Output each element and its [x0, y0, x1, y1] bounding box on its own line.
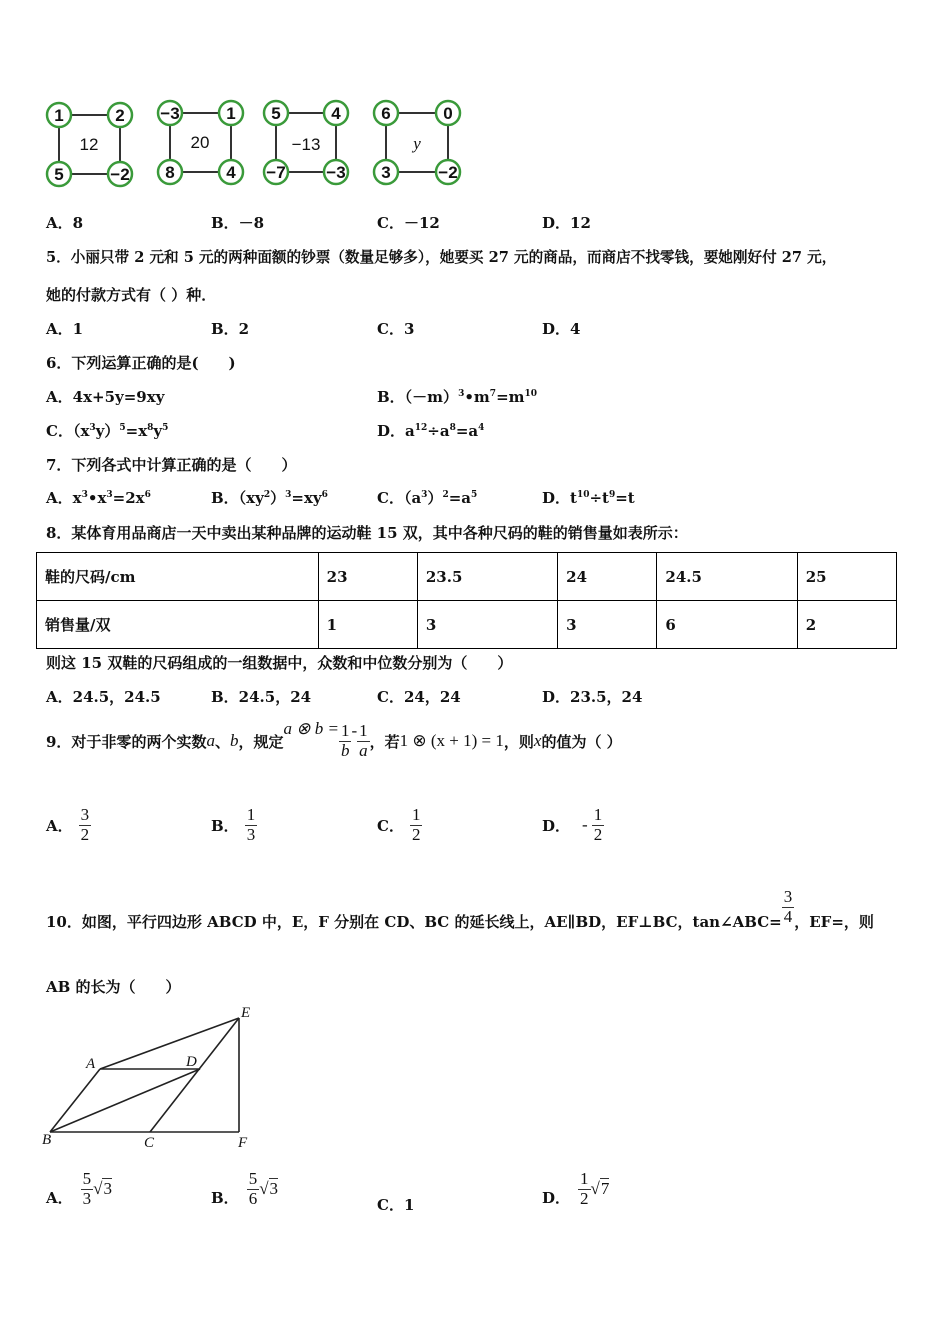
q9-option-c: C． $\frac{1}{2}$ — [377, 805, 421, 844]
table-cell: 2 — [797, 601, 896, 649]
label-c: C — [144, 1135, 155, 1151]
square2-tr: 1 — [226, 104, 236, 123]
square1-tl: 1 — [54, 106, 64, 125]
square1-bl: 5 — [54, 165, 64, 184]
q9-option-d: D． - $\frac{1}{2}$ — [542, 805, 603, 844]
q10-option-c: C．1 — [377, 1196, 415, 1214]
square3-center: −13 — [291, 135, 321, 154]
q9-definition-lhs: a ⊗ b = — [283, 719, 339, 739]
square3-tl: 5 — [271, 104, 281, 123]
square4-bl: 3 — [381, 163, 391, 182]
parallelogram-figure — [38, 1000, 268, 1152]
q8-option-d: D．23.5，24 — [542, 688, 643, 706]
puzzle-square-1 — [47, 103, 132, 186]
square2-center: 20 — [190, 133, 210, 152]
q5-option-a: A．1 — [46, 320, 84, 338]
q8-option-a: A．24.5，24.5 — [46, 688, 161, 706]
label-e: E — [241, 1005, 251, 1021]
q10-stem: 10．如图，平行四边形 ABCD 中，E，F 分别在 CD、BC 的延长线上，AE∥BD，EF⊥BC，tan∠ABC= $\frac{3}{4}$ ，EF=，则 — [46, 887, 874, 931]
q4-option-a: A．8 — [46, 214, 84, 232]
table-cell: 23.5 — [417, 553, 557, 601]
table-cell: 25 — [797, 553, 896, 601]
square3-br: −3 — [326, 163, 346, 182]
square2-br: 4 — [226, 163, 236, 182]
q4-option-c: C．－12 — [377, 214, 440, 232]
q6-option-a: A．4x+5y=9xy — [46, 388, 165, 406]
q7-option-d: D．$t^{10}\div t^9=t$ — [542, 489, 635, 507]
q9-stem: 9．对于非零的两个实数 a 、 b ，规定 a ⊗ b = $\frac{1}{b}$ - $\frac{1}{a}$ ，若 1 ⊗ (x + 1) = 1 ，则 x 的值为（ ） — [46, 719, 622, 760]
q7-option-a: A．$x^3•x^3=2x^6$ — [46, 489, 151, 507]
segment-ab — [50, 1069, 100, 1132]
q5-option-c: C．3 — [377, 320, 415, 338]
table-row — [37, 553, 897, 601]
table-header-sales: 销售量/双 — [37, 601, 319, 649]
q9-condition: 1 ⊗ (x + 1) = 1 — [399, 731, 504, 751]
shoe-sales-table — [36, 552, 897, 649]
table-cell: 24.5 — [657, 553, 797, 601]
q10-stem-line2: AB 的长为（ ） — [46, 978, 181, 996]
tan-fraction: $\frac{3}{4}$ — [783, 887, 793, 926]
puzzle-square-4 — [374, 101, 460, 184]
table-cell: 6 — [657, 601, 797, 649]
q7-option-b: B．$(xy^2)^3=xy^6$ — [211, 489, 328, 507]
square4-center: y — [413, 134, 421, 153]
puzzle-square-2 — [158, 101, 243, 184]
q6-stem: 6．下列运算正确的是( ) — [46, 354, 236, 372]
square1-br: −2 — [110, 165, 130, 184]
table-cell: 3 — [417, 601, 557, 649]
square1-tr: 2 — [115, 106, 125, 125]
table-cell: 1 — [318, 601, 417, 649]
q10-option-d: D． $\frac{1}{2}$ √7 — [542, 1169, 610, 1208]
q10-option-a: A． $\frac{5}{3}$ √3 — [46, 1169, 112, 1208]
puzzle-figure — [38, 95, 468, 195]
q5-option-b: B．2 — [211, 320, 250, 338]
q4-option-d: D．12 — [542, 214, 591, 232]
label-b: B — [42, 1132, 52, 1148]
q4-option-b: B．－8 — [211, 214, 265, 232]
q9-option-a: A． $\frac{3}{2}$ — [46, 805, 90, 844]
q5-stem-line2: 她的付款方式有（ ）种． — [46, 286, 217, 304]
label-f: F — [238, 1135, 248, 1151]
q8-option-c: C．24，24 — [377, 688, 461, 706]
puzzle-square-3 — [264, 101, 348, 184]
square2-tl: −3 — [160, 104, 180, 123]
square3-tr: 4 — [331, 104, 341, 123]
label-d: D — [186, 1054, 197, 1070]
square3-bl: −7 — [266, 163, 286, 182]
q6-option-d: D．$a^{12}\div a^8=a^4$ — [377, 422, 485, 440]
q10-option-b: B． $\frac{5}{6}$ √3 — [211, 1169, 279, 1208]
q6-option-b: B．$(-m)^3•m^7=m^{10}$ — [377, 388, 538, 406]
square4-br: −2 — [438, 163, 458, 182]
table-cell: 3 — [558, 601, 657, 649]
table-cell: 24 — [558, 553, 657, 601]
square4-tr: 0 — [443, 104, 453, 123]
square4-tl: 6 — [381, 104, 391, 123]
table-row — [37, 601, 897, 649]
square1-center: 12 — [79, 135, 99, 154]
q6-option-c: C．$(x^3y)^5=x^8y^5$ — [46, 422, 169, 440]
q8-option-b: B．24.5，24 — [211, 688, 312, 706]
q7-stem: 7．下列各式中计算正确的是（ ） — [46, 456, 297, 474]
q7-option-c: C．$(a^3)^2=a^5$ — [377, 489, 478, 507]
table-cell: 23 — [318, 553, 417, 601]
q5-option-d: D．4 — [542, 320, 581, 338]
label-a: A — [86, 1056, 96, 1072]
q9-option-b: B． $\frac{1}{3}$ — [211, 805, 256, 844]
q8-followup: 则这 15 双鞋的尺码组成的一组数据中，众数和中位数分别为（ ） — [46, 654, 513, 672]
q5-stem-line1: 5．小丽只带 2 元和 5 元的两种面额的钞票（数量足够多），她要买 27 元的商品，而商店不找零钱，要她刚好付 27 元， — [46, 249, 837, 266]
q8-stem: 8．某体育用品商店一天中卖出某种品牌的运动鞋 15 双，其中各种尺码的鞋的销售量如表所示： — [46, 524, 688, 542]
square2-bl: 8 — [165, 163, 175, 182]
segment-bd — [50, 1069, 200, 1132]
table-header-size: 鞋的尺码/cm — [37, 553, 319, 601]
